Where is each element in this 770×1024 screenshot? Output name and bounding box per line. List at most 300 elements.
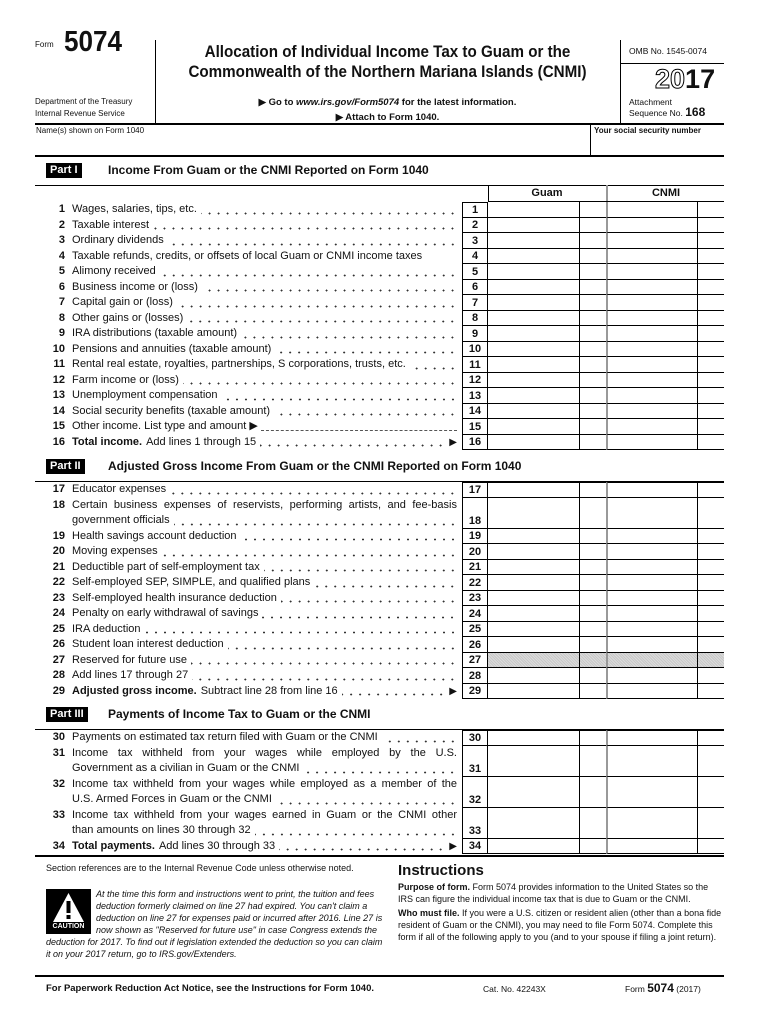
dot-leader bbox=[303, 764, 457, 774]
other-income-input[interactable] bbox=[261, 419, 457, 431]
cnmi-cents-field[interactable] bbox=[697, 529, 724, 545]
line-number-box bbox=[462, 404, 488, 420]
dot-leader bbox=[202, 282, 457, 292]
cnmi-amount-field[interactable] bbox=[606, 529, 697, 545]
guam-amount-field[interactable] bbox=[488, 575, 579, 591]
line-number-box bbox=[462, 544, 488, 560]
line-number-box bbox=[462, 326, 488, 342]
guam-amount-field[interactable] bbox=[488, 311, 579, 327]
line-number-box bbox=[462, 202, 488, 218]
dot-leader bbox=[177, 298, 457, 308]
guam-cents-field[interactable] bbox=[579, 404, 606, 420]
line-box-number: 31 bbox=[468, 762, 482, 775]
line-description bbox=[72, 637, 457, 653]
line-box-number: 4 bbox=[471, 250, 479, 262]
guam-cents-field[interactable] bbox=[579, 606, 606, 622]
cnmi-amount-field[interactable] bbox=[606, 295, 697, 311]
line-text-part: Income tax withheld from your wages earned in Guam or the CNMI other bbox=[72, 808, 457, 821]
guam-amount-field[interactable] bbox=[488, 435, 579, 451]
cnmi-amount-field[interactable] bbox=[606, 730, 697, 746]
line-description bbox=[72, 653, 457, 669]
cnmi-cents-field[interactable] bbox=[697, 839, 724, 855]
guam-cents-field[interactable] bbox=[579, 668, 606, 684]
guam-cents-field bbox=[579, 653, 606, 669]
line-description bbox=[72, 326, 457, 342]
guam-cents-field[interactable] bbox=[579, 575, 606, 591]
line-description bbox=[72, 233, 457, 249]
cnmi-cents-field[interactable] bbox=[697, 280, 724, 296]
line-number: 29 bbox=[52, 684, 65, 697]
guam-amount-field[interactable] bbox=[488, 218, 579, 234]
dot-leader bbox=[264, 562, 457, 572]
guam-amount-field[interactable] bbox=[488, 280, 579, 296]
instructions-heading: Instructions bbox=[398, 862, 484, 879]
cnmi-cents-field[interactable] bbox=[697, 404, 724, 420]
line-box-number: 18 bbox=[468, 514, 482, 527]
guam-cents-field[interactable] bbox=[579, 218, 606, 234]
line-text bbox=[72, 498, 457, 514]
line-description bbox=[72, 498, 457, 529]
guam-amount-field[interactable] bbox=[488, 684, 579, 700]
line-13 bbox=[40, 388, 724, 404]
line-text bbox=[72, 606, 457, 622]
cnmi-cents-field[interactable] bbox=[697, 326, 724, 342]
guam-cents-field[interactable] bbox=[579, 808, 606, 839]
cnmi-cents-field[interactable] bbox=[697, 249, 724, 265]
guam-cents-field[interactable] bbox=[579, 280, 606, 296]
arrow-icon: ▶ bbox=[449, 840, 457, 852]
guam-cents-field[interactable] bbox=[579, 311, 606, 327]
guam-cents-field[interactable] bbox=[579, 233, 606, 249]
line-description bbox=[72, 730, 457, 746]
dot-leader bbox=[281, 593, 457, 603]
guam-cents-field[interactable] bbox=[579, 202, 606, 218]
line-description bbox=[72, 342, 457, 358]
dot-leader bbox=[262, 609, 457, 619]
cnmi-cents-field bbox=[697, 653, 724, 669]
line-number: 10 bbox=[52, 342, 65, 355]
guam-amount-field[interactable] bbox=[488, 404, 579, 420]
line-number-box bbox=[462, 482, 488, 498]
cnmi-cents-field[interactable] bbox=[697, 591, 724, 607]
cnmi-amount-field[interactable] bbox=[606, 560, 697, 576]
line-description bbox=[72, 560, 457, 576]
cnmi-cents-field[interactable] bbox=[697, 264, 724, 280]
line-text-part: Ordinary dividends bbox=[72, 234, 164, 246]
line-number-box bbox=[462, 357, 488, 373]
cnmi-amount-field[interactable] bbox=[606, 264, 697, 280]
line-text-part: Income tax withheld from your wages while employed as a member of the bbox=[72, 777, 457, 790]
line-text-part: than amounts on lines 30 through 32 bbox=[72, 824, 251, 836]
line-number-box bbox=[462, 777, 488, 808]
line-box-number: 9 bbox=[471, 327, 479, 340]
footer-form-id bbox=[625, 981, 701, 995]
line-box-number: 26 bbox=[468, 638, 482, 651]
dot-leader bbox=[276, 795, 457, 805]
line-text bbox=[72, 792, 457, 808]
cnmi-amount-field[interactable] bbox=[606, 668, 697, 684]
cnmi-amount-field[interactable] bbox=[606, 637, 697, 653]
cnmi-amount-field[interactable] bbox=[606, 746, 697, 777]
part-title: Income From Guam or the CNMI Reported on Form 1040 bbox=[108, 163, 429, 177]
guam-amount-field[interactable] bbox=[488, 373, 579, 389]
guam-cents-field[interactable] bbox=[579, 730, 606, 746]
line-text bbox=[72, 684, 457, 700]
cnmi-cents-field[interactable] bbox=[697, 622, 724, 638]
ssn-field[interactable] bbox=[594, 136, 722, 154]
guam-amount-field[interactable] bbox=[488, 591, 579, 607]
line-box-number: 20 bbox=[468, 545, 482, 558]
line-23 bbox=[40, 591, 724, 607]
dot-leader bbox=[342, 686, 446, 696]
footer-form-word: Form bbox=[625, 984, 648, 994]
line-26 bbox=[40, 637, 724, 653]
line-12 bbox=[40, 373, 724, 389]
guam-cents-field[interactable] bbox=[579, 482, 606, 498]
cnmi-amount-field[interactable] bbox=[606, 326, 697, 342]
line-number: 32 bbox=[52, 777, 65, 790]
guam-amount-field[interactable] bbox=[488, 746, 579, 777]
line-number-box bbox=[462, 419, 488, 435]
cnmi-cents-field[interactable] bbox=[697, 295, 724, 311]
line-text-part: Student loan interest deduction bbox=[72, 638, 224, 650]
line-number-box bbox=[462, 606, 488, 622]
line-text bbox=[72, 373, 457, 389]
guam-amount-field[interactable] bbox=[488, 637, 579, 653]
cnmi-amount-field[interactable] bbox=[606, 777, 697, 808]
line-number: 18 bbox=[52, 498, 65, 511]
cnmi-cents-field[interactable] bbox=[697, 357, 724, 373]
line-description bbox=[72, 419, 457, 435]
line-number: 21 bbox=[52, 560, 65, 573]
line-text-part: Add lines 30 through 33 bbox=[158, 839, 276, 852]
line-number: 19 bbox=[52, 529, 65, 542]
line-box-number: 13 bbox=[468, 389, 482, 402]
line-24 bbox=[40, 606, 724, 622]
line-text-part: Subtract line 28 from line 16 bbox=[200, 684, 338, 697]
guam-amount-field[interactable] bbox=[488, 839, 579, 855]
guam-cents-field[interactable] bbox=[579, 388, 606, 404]
line-number: 16 bbox=[52, 435, 65, 448]
cnmi-cents-field[interactable] bbox=[697, 311, 724, 327]
cnmi-amount-field[interactable] bbox=[606, 388, 697, 404]
catalog-number: Cat. No. 42243X bbox=[483, 984, 546, 994]
line-number-box bbox=[462, 233, 488, 249]
line-number: 9 bbox=[58, 327, 65, 339]
part-header bbox=[46, 162, 82, 178]
cnmi-amount-field[interactable] bbox=[606, 280, 697, 296]
guam-amount-field[interactable] bbox=[488, 560, 579, 576]
dot-leader bbox=[241, 531, 458, 541]
guam-cents-field[interactable] bbox=[579, 560, 606, 576]
guam-amount-field[interactable] bbox=[488, 249, 579, 265]
dot-leader bbox=[382, 733, 457, 743]
attachment-sequence bbox=[629, 97, 705, 118]
name-field[interactable] bbox=[36, 136, 586, 154]
line-text-part: Business income or (loss) bbox=[72, 280, 198, 293]
cnmi-amount-field[interactable] bbox=[606, 404, 697, 420]
cnmi-amount-field[interactable] bbox=[606, 622, 697, 638]
line-text bbox=[72, 419, 457, 435]
line-text-part: Wages, salaries, tips, etc. bbox=[72, 203, 197, 215]
line-text bbox=[72, 357, 457, 373]
line-number: 27 bbox=[52, 653, 65, 666]
cnmi-amount-field[interactable] bbox=[606, 482, 697, 498]
guam-cents-field[interactable] bbox=[579, 637, 606, 653]
line-number: 15 bbox=[52, 420, 65, 432]
guam-amount-field[interactable] bbox=[488, 202, 579, 218]
cnmi-amount-field[interactable] bbox=[606, 311, 697, 327]
dot-leader bbox=[160, 267, 457, 277]
cnmi-amount-field[interactable] bbox=[606, 249, 697, 265]
guam-amount-field[interactable] bbox=[488, 529, 579, 545]
cnmi-amount-field[interactable] bbox=[606, 808, 697, 839]
guam-cents-field[interactable] bbox=[579, 529, 606, 545]
caution-label: CAUTION bbox=[52, 923, 85, 930]
who-must-file-heading: Who must file. bbox=[398, 908, 460, 918]
guam-cents-field[interactable] bbox=[579, 357, 606, 373]
line-text-part: Payments on estimated tax return filed with Guam or the CNMI bbox=[72, 731, 378, 743]
cnmi-cents-field[interactable] bbox=[697, 202, 724, 218]
line-text bbox=[72, 326, 457, 342]
line-number: 17 bbox=[52, 483, 65, 495]
guam-cents-field[interactable] bbox=[579, 622, 606, 638]
guam-amount-field[interactable] bbox=[488, 295, 579, 311]
line-bold-label: Total income. bbox=[72, 435, 143, 448]
line-description bbox=[72, 311, 457, 327]
line-box-number: 6 bbox=[471, 281, 479, 293]
line-27 bbox=[40, 653, 724, 669]
line-description bbox=[72, 388, 457, 404]
cnmi-cents-field[interactable] bbox=[697, 544, 724, 560]
guam-cents-field[interactable] bbox=[579, 777, 606, 808]
line-11 bbox=[40, 357, 724, 373]
line-box-number: 25 bbox=[468, 623, 482, 635]
cnmi-amount-field[interactable] bbox=[606, 591, 697, 607]
cnmi-amount-field[interactable] bbox=[606, 419, 697, 435]
line-number: 28 bbox=[52, 669, 65, 681]
line-box-number: 14 bbox=[468, 405, 482, 417]
line-description bbox=[72, 357, 457, 373]
cnmi-cents-field[interactable] bbox=[697, 777, 724, 808]
dot-leader bbox=[162, 547, 457, 557]
department bbox=[35, 96, 132, 120]
line-text-part: Self-employed SEP, SIMPLE, and qualified plans bbox=[72, 576, 311, 588]
line-22 bbox=[40, 575, 724, 591]
form-title bbox=[178, 42, 597, 82]
line-number-box bbox=[462, 622, 488, 638]
line-text-part: IRA deduction bbox=[72, 622, 141, 635]
line-description bbox=[72, 544, 457, 560]
line-20 bbox=[40, 544, 724, 560]
line-16 bbox=[40, 435, 724, 451]
line-text-part: Other gains or (losses) bbox=[72, 311, 184, 324]
line-text-part: Self-employed health insurance deduction bbox=[72, 591, 277, 604]
guam-amount-field[interactable] bbox=[488, 482, 579, 498]
line-32 bbox=[40, 777, 724, 808]
line-number-box bbox=[462, 668, 488, 684]
line-17 bbox=[40, 482, 724, 498]
line-text bbox=[72, 575, 457, 591]
guam-amount-field[interactable] bbox=[488, 668, 579, 684]
guam-cents-field[interactable] bbox=[579, 435, 606, 451]
line-number: 8 bbox=[58, 311, 65, 324]
cnmi-cents-field[interactable] bbox=[697, 388, 724, 404]
cnmi-cents-field[interactable] bbox=[697, 373, 724, 389]
line-number-box bbox=[462, 249, 488, 265]
line-number: 20 bbox=[52, 545, 65, 557]
line-box-number: 32 bbox=[468, 793, 482, 806]
guam-amount-field[interactable] bbox=[488, 730, 579, 746]
cnmi-amount-field[interactable] bbox=[606, 373, 697, 389]
line-description bbox=[72, 606, 457, 622]
cnmi-amount-field[interactable] bbox=[606, 233, 697, 249]
line-text-part: Deductible part of self-employment tax bbox=[72, 560, 260, 573]
line-description bbox=[72, 218, 457, 234]
line-description bbox=[72, 684, 457, 700]
guam-amount-field[interactable] bbox=[488, 808, 579, 839]
cnmi-cents-field[interactable] bbox=[697, 498, 724, 529]
cnmi-cents-field[interactable] bbox=[697, 730, 724, 746]
arrow-icon: ▶ bbox=[449, 685, 457, 697]
guam-amount-field[interactable] bbox=[488, 419, 579, 435]
guam-cents-field[interactable] bbox=[579, 373, 606, 389]
cnmi-cents-field[interactable] bbox=[697, 684, 724, 700]
cnmi-cents-field[interactable] bbox=[697, 482, 724, 498]
year-bold: 17 bbox=[685, 64, 716, 94]
guam-amount-field[interactable] bbox=[488, 326, 579, 342]
part-header bbox=[46, 458, 85, 474]
guam-amount-field[interactable] bbox=[488, 233, 579, 249]
line-text bbox=[72, 839, 457, 855]
line-text-part: Unemployment compensation bbox=[72, 389, 218, 401]
line-text bbox=[72, 622, 457, 638]
guam-cents-field[interactable] bbox=[579, 498, 606, 529]
line-description bbox=[72, 575, 457, 591]
dot-leader bbox=[201, 205, 457, 215]
cnmi-amount-field[interactable] bbox=[606, 606, 697, 622]
cnmi-amount-field[interactable] bbox=[606, 218, 697, 234]
line-number: 3 bbox=[58, 234, 65, 246]
cnmi-cents-field[interactable] bbox=[697, 746, 724, 777]
line-text bbox=[72, 513, 457, 529]
cnmi-amount-field[interactable] bbox=[606, 684, 697, 700]
line-number-box bbox=[462, 839, 488, 855]
cnmi-amount-field[interactable] bbox=[606, 435, 697, 451]
cnmi-cents-field[interactable] bbox=[697, 575, 724, 591]
sequence-number: 168 bbox=[685, 105, 706, 119]
guam-amount-field[interactable] bbox=[488, 388, 579, 404]
line-text-part: Capital gain or (loss) bbox=[72, 296, 173, 308]
guam-cents-field[interactable] bbox=[579, 684, 606, 700]
guam-cents-field[interactable] bbox=[579, 326, 606, 342]
line-box-number: 28 bbox=[468, 669, 482, 682]
cnmi-cents-field[interactable] bbox=[697, 606, 724, 622]
line-box-number: 10 bbox=[468, 343, 482, 355]
column-header-guam: Guam bbox=[531, 187, 563, 199]
cnmi-amount-field[interactable] bbox=[606, 357, 697, 373]
guam-cents-field[interactable] bbox=[579, 249, 606, 265]
cnmi-amount-field[interactable] bbox=[606, 202, 697, 218]
attach-note: ▶ Attach to Form 1040. bbox=[335, 112, 440, 123]
guam-amount-field[interactable] bbox=[488, 357, 579, 373]
dot-leader bbox=[153, 220, 457, 230]
column-header-cnmi: CNMI bbox=[651, 187, 681, 199]
guam-amount-field[interactable] bbox=[488, 606, 579, 622]
cnmi-cents-field[interactable] bbox=[697, 668, 724, 684]
cnmi-cents-field[interactable] bbox=[697, 419, 724, 435]
guam-cents-field[interactable] bbox=[579, 264, 606, 280]
line-description bbox=[72, 482, 457, 498]
line-10 bbox=[40, 342, 724, 358]
cnmi-amount-field[interactable] bbox=[606, 342, 697, 358]
cnmi-cents-field[interactable] bbox=[697, 808, 724, 839]
line-14 bbox=[40, 404, 724, 420]
line-box-number: 19 bbox=[468, 530, 482, 542]
line-number: 1 bbox=[58, 203, 65, 215]
line-6 bbox=[40, 280, 724, 296]
line-number: 11 bbox=[53, 358, 65, 370]
cnmi-amount-field[interactable] bbox=[606, 839, 697, 855]
guam-cents-field[interactable] bbox=[579, 419, 606, 435]
dot-leader bbox=[260, 437, 445, 447]
dot-leader bbox=[279, 841, 445, 851]
cnmi-amount-field[interactable] bbox=[606, 544, 697, 560]
cnmi-amount-field[interactable] bbox=[606, 498, 697, 529]
cnmi-cents-field[interactable] bbox=[697, 637, 724, 653]
ssn-label: Your social security number bbox=[594, 126, 701, 135]
guam-amount-field[interactable] bbox=[488, 622, 579, 638]
cnmi-cents-field[interactable] bbox=[697, 233, 724, 249]
guam-amount-field[interactable] bbox=[488, 264, 579, 280]
guam-cents-field[interactable] bbox=[579, 746, 606, 777]
guam-cents-field[interactable] bbox=[579, 839, 606, 855]
omb-number: OMB No. 1545-0074 bbox=[629, 46, 707, 56]
cnmi-amount-field[interactable] bbox=[606, 575, 697, 591]
line-text bbox=[72, 808, 457, 824]
goto-suffix: for the latest information. bbox=[399, 97, 517, 108]
line-number-box bbox=[462, 295, 488, 311]
guam-amount-field[interactable] bbox=[488, 777, 579, 808]
guam-cents-field[interactable] bbox=[579, 591, 606, 607]
guam-cents-field[interactable] bbox=[579, 342, 606, 358]
cnmi-cents-field[interactable] bbox=[697, 435, 724, 451]
guam-amount-field[interactable] bbox=[488, 342, 579, 358]
cnmi-cents-field[interactable] bbox=[697, 218, 724, 234]
line-number-box bbox=[462, 342, 488, 358]
guam-amount-field[interactable] bbox=[488, 498, 579, 529]
line-34 bbox=[40, 839, 724, 855]
cnmi-cents-field[interactable] bbox=[697, 560, 724, 576]
title-line2: Commonwealth of the Northern Mariana Islands (CNMI) bbox=[188, 63, 587, 81]
line-number: 6 bbox=[58, 280, 65, 293]
line-19 bbox=[40, 529, 724, 545]
line-33 bbox=[40, 808, 724, 839]
form-label: Form bbox=[35, 40, 54, 49]
irs-url-link[interactable]: www.irs.gov/Form5074 bbox=[296, 97, 400, 108]
guam-cents-field[interactable] bbox=[579, 544, 606, 560]
dot-leader bbox=[145, 624, 458, 634]
line-box-number: 24 bbox=[468, 607, 482, 620]
guam-amount-field[interactable] bbox=[488, 544, 579, 560]
line-text-part: Taxable refunds, credits, or offsets of local Guam or CNMI income taxes bbox=[72, 249, 423, 262]
part-header bbox=[46, 706, 88, 722]
cnmi-cents-field[interactable] bbox=[697, 342, 724, 358]
line-box-number: 34 bbox=[468, 840, 482, 852]
line-number: 22 bbox=[52, 576, 65, 588]
line-box-number: 5 bbox=[471, 265, 479, 278]
guam-cents-field[interactable] bbox=[579, 295, 606, 311]
